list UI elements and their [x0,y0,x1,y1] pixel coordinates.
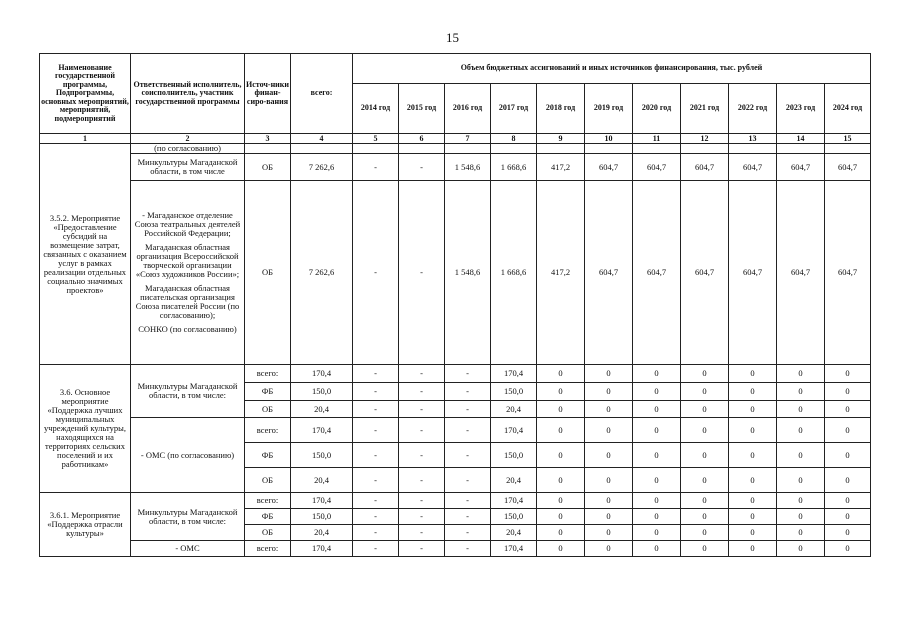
budget-table [39,53,871,557]
source-cell: ФБ [245,383,291,401]
column-number: 4 [291,134,353,144]
value-cell: - [353,443,399,468]
source-cell: ОБ [245,525,291,541]
source-cell: ОБ [245,181,291,365]
year-header: 2014 год [353,84,399,134]
value-cell: 604,7 [585,181,633,365]
value-cell: 0 [537,509,585,525]
column-number: 6 [399,134,445,144]
value-cell: - [353,401,399,418]
value-cell: - [399,468,445,493]
value-cell: 0 [633,468,681,493]
value-cell: - [399,525,445,541]
value-cell: - [353,525,399,541]
source-cell: всего: [245,493,291,509]
source-cell: ОБ [245,154,291,181]
value-cell: - [353,418,399,443]
value-cell: 604,7 [729,154,777,181]
value-cell: 417,2 [537,181,585,365]
executor-line: Магаданская областная организация Всероссийской творческой организации «Союз художников России»; [135,242,240,279]
value-cell: 1 548,6 [445,181,491,365]
page-number: 15 [446,30,459,45]
year-header: 2021 год [681,84,729,134]
value-cell: 604,7 [585,154,633,181]
year-header: 2022 год [729,84,777,134]
value-cell: 20,4 [291,525,353,541]
value-cell: 170,4 [491,541,537,557]
executor-cell: Минкультуры Магаданской области, в том числе: [131,365,245,418]
value-cell: 0 [633,541,681,557]
year-header: 2019 год [585,84,633,134]
value-cell: 0 [729,383,777,401]
value-cell: 0 [825,541,871,557]
value-cell: 0 [777,509,825,525]
value-cell: 0 [537,525,585,541]
value-cell: 20,4 [491,525,537,541]
value-cell: 0 [825,418,871,443]
value-cell: 604,7 [681,181,729,365]
header-executor: Ответственный исполнитель, соисполнитель, участник государственной программы [131,54,245,134]
value-cell: 0 [729,443,777,468]
value-cell: - [399,154,445,181]
year-header: 2020 год [633,84,681,134]
executor-line: СОНКО (по согласованию) [138,324,237,334]
value-cell: 150,0 [291,383,353,401]
value-cell: 170,4 [491,493,537,509]
value-cell: 0 [825,383,871,401]
value-cell: - [445,443,491,468]
value-cell: 0 [777,443,825,468]
value-cell: 0 [777,468,825,493]
value-cell: 604,7 [825,154,871,181]
value-cell: 150,0 [291,443,353,468]
year-header: 2016 год [445,84,491,134]
value-cell: 0 [825,401,871,418]
value-cell: 20,4 [291,468,353,493]
table-row [40,154,871,181]
value-cell: 0 [825,468,871,493]
value-cell: - [353,541,399,557]
value-cell: 170,4 [291,493,353,509]
value-cell: 0 [681,493,729,509]
value-cell: 0 [777,525,825,541]
value-cell: 0 [681,443,729,468]
value-cell: 0 [537,383,585,401]
value-cell: - [445,383,491,401]
value-cell: - [399,181,445,365]
section-36-name: 3.6. Основное мероприятие «Поддержка лучших муниципальных учреждений культуры, находящихся на территориях сельских поселений и их работникам» [40,365,131,493]
value-cell: 0 [681,541,729,557]
value-cell: 170,4 [291,541,353,557]
executor-cell: - ОМС [131,541,245,557]
value-cell: - [353,154,399,181]
value-cell: - [399,401,445,418]
value-cell: 1 668,6 [491,154,537,181]
value-cell: 0 [537,418,585,443]
value-cell: 0 [729,509,777,525]
table-row [40,418,871,443]
value-cell: 0 [729,468,777,493]
value-cell: 20,4 [291,401,353,418]
value-cell: 0 [825,443,871,468]
header-total: всего: [291,54,353,134]
value-cell: - [445,525,491,541]
value-cell: 0 [681,509,729,525]
value-cell: 604,7 [825,181,871,365]
value-cell: 0 [729,365,777,383]
value-cell: - [399,443,445,468]
value-cell: - [399,418,445,443]
value-cell: - [353,181,399,365]
value-cell: - [399,383,445,401]
value-cell: - [353,493,399,509]
header-name: Наименование государственной программы, Подпрограммы, основных мероприятий, мероприятий, подмероприятий [40,54,131,134]
value-cell: - [445,401,491,418]
value-cell: 0 [729,541,777,557]
value-cell: 604,7 [777,181,825,365]
section-361-name: 3.6.1. Мероприятие «Поддержка отрасли культуры» [40,493,131,557]
value-cell: 0 [729,525,777,541]
value-cell: 170,4 [291,365,353,383]
value-cell: - [445,365,491,383]
value-cell: 0 [777,383,825,401]
value-cell: 0 [537,541,585,557]
table-row [40,541,871,557]
value-cell: 0 [633,509,681,525]
value-cell: 0 [537,493,585,509]
value-cell: 0 [585,493,633,509]
value-cell: - [399,541,445,557]
column-number: 1 [40,134,131,144]
value-cell: 0 [777,493,825,509]
value-cell: - [399,365,445,383]
column-number: 11 [633,134,681,144]
value-cell: 604,7 [633,181,681,365]
value-cell: 0 [825,365,871,383]
value-cell: 0 [633,525,681,541]
year-header: 2018 год [537,84,585,134]
value-cell: 604,7 [729,181,777,365]
source-cell: всего: [245,365,291,383]
column-number: 12 [681,134,729,144]
value-cell: 7 262,6 [291,181,353,365]
value-cell: 150,0 [291,509,353,525]
value-cell: 150,0 [491,509,537,525]
value-cell: 0 [585,541,633,557]
value-cell: 1 548,6 [445,154,491,181]
value-cell: 0 [537,365,585,383]
value-cell: 0 [537,443,585,468]
source-cell: всего: [245,418,291,443]
value-cell: 604,7 [777,154,825,181]
value-cell: 604,7 [681,154,729,181]
value-cell: - [445,418,491,443]
value-cell: - [353,468,399,493]
value-cell: - [353,365,399,383]
column-number: 9 [537,134,585,144]
year-header: 2017 год [491,84,537,134]
value-cell: - [445,509,491,525]
column-number: 8 [491,134,537,144]
executor-cell: - ОМС (по согласованию) [131,418,245,493]
header-source: Источ-ники финан-сиро-вания [245,54,291,134]
executor-line: Магаданская областная писательская организация Союза писателей России (по согласованию); [135,283,240,320]
value-cell: - [353,383,399,401]
value-cell: 0 [825,525,871,541]
value-cell: 150,0 [491,443,537,468]
value-cell: 0 [537,468,585,493]
executor-cell [131,181,245,365]
column-numbers-row [40,134,871,144]
executor-line: - Магаданское отделение Союза театральных деятелей Российской Федерации; [134,210,241,238]
value-cell: - [353,509,399,525]
column-number: 13 [729,134,777,144]
value-cell: 150,0 [491,383,537,401]
value-cell: 0 [633,383,681,401]
column-number: 5 [353,134,399,144]
value-cell: 20,4 [491,401,537,418]
value-cell: 604,7 [633,154,681,181]
source-cell: ОБ [245,468,291,493]
value-cell: - [399,493,445,509]
value-cell: 0 [681,525,729,541]
value-cell: 0 [777,401,825,418]
table-row [40,181,871,365]
value-cell: 20,4 [491,468,537,493]
value-cell: 0 [585,418,633,443]
column-number: 10 [585,134,633,144]
header-funding: Объем бюджетных ассигнований и иных источников финансирования, тыс. рублей [353,54,871,84]
value-cell: 0 [777,418,825,443]
column-number: 7 [445,134,491,144]
value-cell: 0 [633,401,681,418]
value-cell: 0 [633,418,681,443]
value-cell: 0 [633,493,681,509]
value-cell: - [445,468,491,493]
executor-cell: Минкультуры Магаданской области, в том числе: [131,493,245,541]
value-cell: 170,4 [491,418,537,443]
value-cell: 0 [585,365,633,383]
value-cell: 0 [729,401,777,418]
value-cell: 0 [681,468,729,493]
value-cell: 0 [681,365,729,383]
year-header: 2015 год [399,84,445,134]
value-cell: 0 [585,468,633,493]
value-cell: - [399,509,445,525]
value-cell: 0 [729,493,777,509]
value-cell: 0 [777,541,825,557]
value-cell: 0 [825,509,871,525]
value-cell: 0 [633,443,681,468]
column-number: 2 [131,134,245,144]
value-cell: 170,4 [291,418,353,443]
table-row [40,493,871,509]
section-352-name: 3.5.2. Мероприятие «Предоставление субсидий на возмещение затрат, связанных с оказанием услуг в рамках реализации отдельных социально значимых проектов» [40,144,131,365]
value-cell: 0 [585,383,633,401]
value-cell: 0 [585,401,633,418]
value-cell: 0 [681,383,729,401]
source-cell: ФБ [245,443,291,468]
value-cell: 0 [681,401,729,418]
value-cell: - [445,541,491,557]
source-cell: всего: [245,541,291,557]
source-cell: ФБ [245,509,291,525]
value-cell: 0 [537,401,585,418]
column-number: 3 [245,134,291,144]
column-number: 14 [777,134,825,144]
value-cell: 0 [777,365,825,383]
executor-cell: Минкультуры Магаданской области, в том числе [131,154,245,181]
value-cell: 0 [585,525,633,541]
value-cell: 170,4 [491,365,537,383]
value-cell: 0 [585,509,633,525]
value-cell: - [445,493,491,509]
value-cell: 0 [633,365,681,383]
carry-over-text: (по согласованию) [131,144,245,154]
value-cell: 0 [825,493,871,509]
value-cell: 0 [585,443,633,468]
value-cell: 0 [681,418,729,443]
value-cell: 0 [729,418,777,443]
year-header: 2023 год [777,84,825,134]
value-cell: 1 668,6 [491,181,537,365]
source-cell: ОБ [245,401,291,418]
value-cell: 417,2 [537,154,585,181]
column-number: 15 [825,134,871,144]
table-row [40,365,871,383]
year-header: 2024 год [825,84,871,134]
value-cell: 7 262,6 [291,154,353,181]
